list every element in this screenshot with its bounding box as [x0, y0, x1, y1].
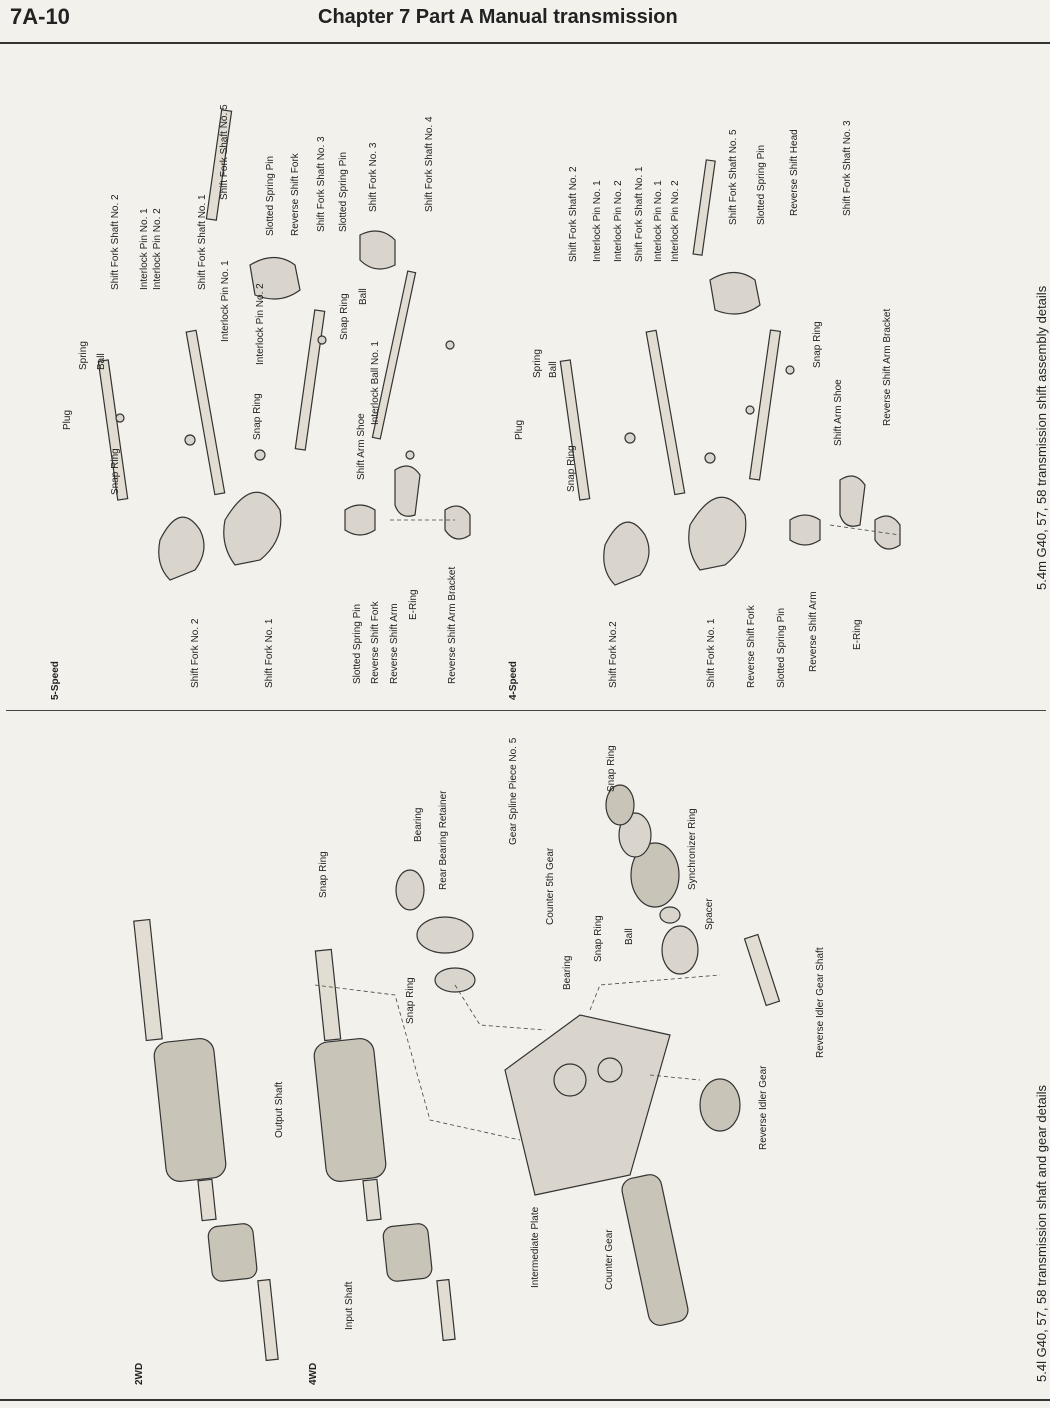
label-4s-reverse-shift-head: Reverse Shift Head — [789, 129, 800, 216]
label-rear-bearing-retainer: Rear Bearing Retainer — [438, 790, 449, 890]
label-4s-reverse-shift-arm-bracket: Reverse Shift Arm Bracket — [882, 308, 893, 426]
label-interlock-ball-1: Interlock Ball No. 1 — [370, 341, 381, 425]
label-shift-fork-shaft-1: Shift Fork Shaft No. 1 — [197, 194, 208, 290]
label-shift-arm-shoe: Shift Arm Shoe — [356, 413, 367, 480]
label-4s-snap-ring-left: Snap Ring — [566, 445, 577, 492]
label-4s-shift-fork-shaft-1: Shift Fork Shaft No. 1 — [634, 166, 645, 262]
label-4s-shift-fork-shaft-3: Shift Fork Shaft No. 3 — [842, 120, 853, 216]
label-4s-shift-fork-shaft-5: Shift Fork Shaft No. 5 — [728, 129, 739, 225]
label-4s-shift-fork-2: Shift Fork No.2 — [608, 621, 619, 688]
label-4s-shift-fork-shaft-2: Shift Fork Shaft No. 2 — [568, 166, 579, 262]
chapter-title: Chapter 7 Part A Manual transmission — [318, 6, 678, 28]
label-4s-shift-fork-1: Shift Fork No. 1 — [706, 618, 717, 688]
label-spring: Spring — [78, 341, 89, 370]
label-intermediate-plate: Intermediate Plate — [530, 1206, 541, 1288]
label-4s-interlock-pin-2b: Interlock Pin No. 2 — [670, 180, 681, 262]
label-counter-5th-gear: Counter 5th Gear — [545, 847, 556, 925]
shift-assembly-5speed-drawing — [98, 110, 470, 580]
label-reverse-shift-fork-b: Reverse Shift Fork — [370, 601, 381, 684]
label-4s-reverse-shift-arm: Reverse Shift Arm — [808, 591, 819, 672]
label-reverse-shift-fork: Reverse Shift Fork — [290, 153, 301, 236]
label-reverse-shift-arm-bracket: Reverse Shift Arm Bracket — [447, 566, 458, 684]
label-reverse-idler-gear-shaft: Reverse Idler Gear Shaft — [815, 947, 826, 1058]
label-snap-ring-right: Snap Ring — [339, 293, 350, 340]
label-snap-ring-top: Snap Ring — [318, 851, 329, 898]
caption-shaft-gear: 5.4l G40, 57, 58 transmission shaft and gear details — [1034, 1084, 1049, 1382]
label-snap-ring-right: Snap Ring — [606, 745, 617, 792]
label-slotted-spring-pin-b: Slotted Spring Pin — [338, 151, 349, 232]
label-4s-slotted-spring-pin-b: Slotted Spring Pin — [776, 607, 787, 688]
label-snap-ring-mid: Snap Ring — [252, 393, 263, 440]
label-gear-spline-piece-5: Gear Spline Piece No. 5 — [508, 737, 519, 845]
label-spacer: Spacer — [704, 898, 715, 930]
label-4s-shift-arm-shoe: Shift Arm Shoe — [833, 379, 844, 446]
label-snap-ring-left: Snap Ring — [110, 448, 121, 495]
label-interlock-pin-1b: Interlock Pin No. 1 — [220, 260, 231, 342]
label-4s-interlock-pin-1b: Interlock Pin No. 1 — [653, 180, 664, 262]
label-shift-fork-2: Shift Fork No. 2 — [190, 618, 201, 688]
label-ball-right: Ball — [358, 288, 369, 305]
label-e-ring: E-Ring — [408, 589, 419, 620]
label-reverse-shift-arm: Reverse Shift Arm — [389, 603, 400, 684]
label-interlock-pin-no2: Interlock Pin No. 2 — [255, 283, 266, 365]
label-reverse-idler-gear: Reverse Idler Gear — [758, 1065, 769, 1150]
label-shift-fork-shaft-2: Shift Fork Shaft No. 2 — [110, 194, 121, 290]
label-plug: Plug — [62, 409, 73, 430]
label-bearing-top: Bearing — [413, 807, 424, 842]
label-ball: Ball — [624, 928, 635, 945]
page-number: 7A-10 — [10, 4, 70, 29]
label-shift-fork-shaft-4: Shift Fork Shaft No. 4 — [424, 116, 435, 212]
label-input-shaft: Input Shaft — [344, 1281, 355, 1330]
label-shift-fork-shaft-3: Shift Fork Shaft No. 3 — [316, 136, 327, 232]
label-interlock-pin-1: Interlock Pin No. 1 — [139, 208, 150, 290]
label-interlock-pin-2: Interlock Pin No. 2 — [152, 208, 163, 290]
label-4s-plug: Plug — [514, 419, 525, 440]
label-shift-fork-1: Shift Fork No. 1 — [264, 618, 275, 688]
section-4wd: 4WD — [308, 1362, 319, 1385]
caption-shift-assembly: 5.4m G40, 57, 58 transmission shift assembly details — [1034, 285, 1049, 590]
label-output-shaft: Output Shaft — [274, 1081, 285, 1138]
label-bearing-inner: Bearing — [562, 955, 573, 990]
label-synchronizer-ring: Synchronizer Ring — [687, 808, 698, 890]
label-slotted-spring-pin-c: Slotted Spring Pin — [352, 603, 363, 684]
label-shift-fork-shaft-5: Shift Fork Shaft No. 5 — [219, 104, 230, 200]
label-4s-ball: Ball — [548, 361, 559, 378]
section-2wd: 2WD — [134, 1362, 145, 1385]
section-4-speed: 4-Speed — [508, 661, 519, 700]
label-4s-slotted-spring-pin: Slotted Spring Pin — [756, 144, 767, 225]
label-slotted-spring-pin: Slotted Spring Pin — [265, 155, 276, 236]
label-snap-ring-mid: Snap Ring — [405, 977, 416, 1024]
label-4s-spring: Spring — [532, 349, 543, 378]
label-4s-reverse-shift-fork: Reverse Shift Fork — [746, 605, 757, 688]
label-counter-gear: Counter Gear — [604, 1229, 615, 1290]
section-5-speed: 5-Speed — [50, 661, 61, 700]
label-4s-snap-ring-right: Snap Ring — [812, 321, 823, 368]
label-4s-e-ring: E-Ring — [852, 619, 863, 650]
label-4s-interlock-pin-2: Interlock Pin No. 2 — [613, 180, 624, 262]
label-4s-interlock-pin-1: Interlock Pin No. 1 — [592, 180, 603, 262]
gear-assembly-drawing — [134, 785, 780, 1360]
label-snap-ring-inner: Snap Ring — [593, 915, 604, 962]
label-shift-fork-3: Shift Fork No. 3 — [368, 142, 379, 212]
label-ball: Ball — [96, 353, 107, 370]
